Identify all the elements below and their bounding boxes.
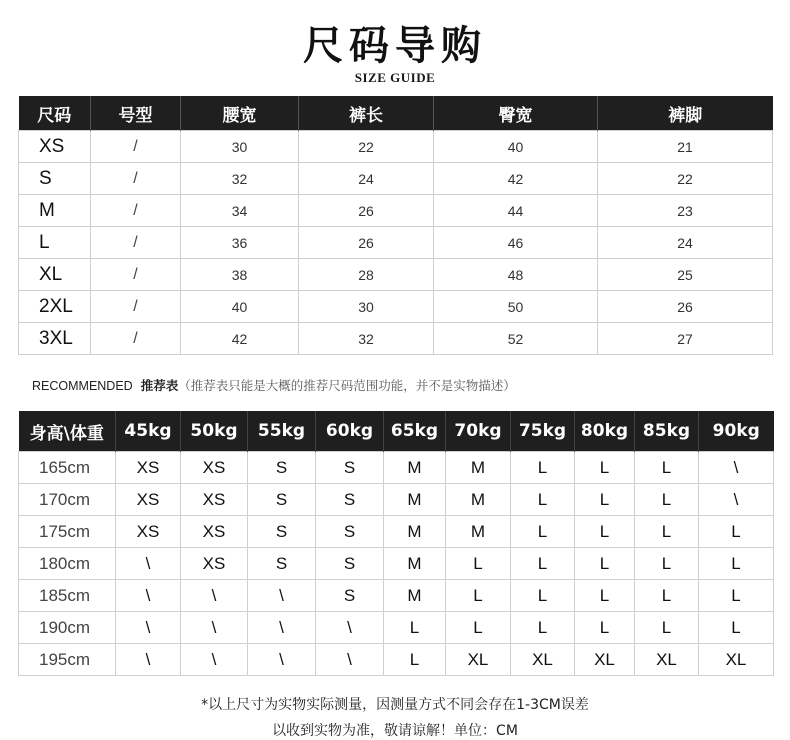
table-cell: S: [316, 580, 384, 612]
table-cell: S: [316, 548, 384, 580]
size-header-cell: 腰宽: [181, 96, 299, 131]
table-row: [19, 548, 774, 580]
table-cell: 23: [598, 195, 773, 227]
table-cell: \: [699, 452, 774, 484]
table-row: [19, 227, 773, 259]
table-row: [19, 644, 774, 676]
row-label-cell: 2XL: [19, 291, 91, 323]
table-cell: L: [446, 612, 511, 644]
table-cell: 32: [181, 163, 299, 195]
table-cell: 30: [299, 291, 434, 323]
table-cell: \: [181, 580, 248, 612]
table-cell: 28: [299, 259, 434, 291]
table-cell: XS: [181, 484, 248, 516]
table-cell: L: [575, 580, 635, 612]
table-cell: S: [316, 452, 384, 484]
table-cell: XL: [635, 644, 699, 676]
table-cell: L: [575, 548, 635, 580]
table-row: [19, 516, 774, 548]
rec-header-cell: 75kg: [511, 411, 575, 452]
page-subtitle: SIZE GUIDE: [354, 70, 436, 85]
rec-header-cell: 65kg: [384, 411, 446, 452]
size-header-cell: 裤脚: [598, 96, 773, 131]
table-cell: XS: [181, 516, 248, 548]
table-row: [19, 580, 774, 612]
footer-note-1: *以上尺寸为实物实际测量，因测量方式不同会存在1-3CM误差: [201, 697, 589, 713]
table-row: [19, 612, 774, 644]
table-cell: M: [446, 484, 511, 516]
footer-note-2: 以收到实物为准，敬请谅解！单位：CM: [272, 723, 518, 739]
table-cell: L: [699, 548, 774, 580]
rec-table-header: [19, 411, 774, 452]
table-cell: 48: [434, 259, 598, 291]
table-cell: L: [384, 644, 446, 676]
table-cell: L: [635, 580, 699, 612]
table-cell: XL: [511, 644, 575, 676]
table-row: [19, 131, 773, 163]
size-header-cell: 裤长: [299, 96, 434, 131]
table-cell: L: [635, 548, 699, 580]
table-cell: M: [384, 452, 446, 484]
table-cell: \: [116, 612, 181, 644]
table-cell: 26: [299, 195, 434, 227]
table-cell: \: [316, 644, 384, 676]
rec-header-cell: 身高\体重: [19, 411, 116, 452]
table-cell: \: [116, 580, 181, 612]
rec-header-cell: 70kg: [446, 411, 511, 452]
recommended-label: RECOMMENDED: [32, 379, 133, 393]
table-cell: S: [248, 516, 316, 548]
table-cell: /: [91, 291, 181, 323]
table-cell: 26: [299, 227, 434, 259]
table-cell: S: [248, 548, 316, 580]
table-cell: S: [248, 484, 316, 516]
table-cell: M: [384, 580, 446, 612]
row-label-cell: 185cm: [19, 580, 116, 612]
table-cell: XS: [181, 452, 248, 484]
row-label-cell: S: [19, 163, 91, 195]
table-cell: \: [181, 612, 248, 644]
rec-header-cell: 85kg: [635, 411, 699, 452]
recommended-title: 推荐表: [140, 379, 179, 393]
table-cell: L: [575, 452, 635, 484]
table-row: [19, 259, 773, 291]
table-cell: L: [384, 612, 446, 644]
table-cell: 52: [434, 323, 598, 355]
table-cell: M: [446, 452, 511, 484]
table-cell: M: [446, 516, 511, 548]
table-cell: XS: [116, 452, 181, 484]
table-row: [19, 163, 773, 195]
table-cell: XL: [575, 644, 635, 676]
table-cell: 24: [598, 227, 773, 259]
row-label-cell: XS: [19, 131, 91, 163]
table-cell: /: [91, 259, 181, 291]
recommended-caption: [32, 376, 516, 394]
table-cell: L: [511, 484, 575, 516]
table-cell: 50: [434, 291, 598, 323]
table-cell: /: [91, 227, 181, 259]
table-cell: S: [316, 516, 384, 548]
size-table-header: [19, 96, 773, 131]
table-cell: L: [511, 612, 575, 644]
row-label-cell: 180cm: [19, 548, 116, 580]
table-cell: L: [446, 580, 511, 612]
table-cell: M: [384, 484, 446, 516]
rec-header-cell: 50kg: [181, 411, 248, 452]
table-cell: \: [116, 644, 181, 676]
size-header-cell: 尺码: [19, 96, 91, 131]
size-header-cell: 臀宽: [434, 96, 598, 131]
table-cell: /: [91, 131, 181, 163]
row-label-cell: XL: [19, 259, 91, 291]
table-cell: \: [316, 612, 384, 644]
row-label-cell: L: [19, 227, 91, 259]
table-cell: L: [446, 548, 511, 580]
table-cell: \: [248, 612, 316, 644]
table-cell: L: [511, 580, 575, 612]
table-row: [19, 291, 773, 323]
rec-header-cell: 45kg: [116, 411, 181, 452]
table-cell: L: [699, 580, 774, 612]
table-row: [19, 452, 774, 484]
table-cell: XS: [116, 484, 181, 516]
row-label-cell: 195cm: [19, 644, 116, 676]
table-cell: 26: [598, 291, 773, 323]
table-cell: 44: [434, 195, 598, 227]
table-cell: /: [91, 195, 181, 227]
size-table: [18, 96, 773, 355]
recommendation-table: [18, 411, 774, 676]
table-cell: 40: [434, 131, 598, 163]
table-cell: L: [511, 548, 575, 580]
table-cell: XS: [181, 548, 248, 580]
recommended-note: （推荐表只能是大概的推荐尺码范围功能，并不是实物描述）: [178, 379, 516, 393]
row-label-cell: M: [19, 195, 91, 227]
table-cell: XS: [116, 516, 181, 548]
table-cell: L: [635, 516, 699, 548]
table-cell: 42: [434, 163, 598, 195]
table-cell: /: [91, 323, 181, 355]
table-cell: L: [575, 516, 635, 548]
table-cell: 42: [181, 323, 299, 355]
table-cell: L: [699, 612, 774, 644]
table-cell: 25: [598, 259, 773, 291]
row-label-cell: 165cm: [19, 452, 116, 484]
rec-header-cell: 80kg: [575, 411, 635, 452]
table-cell: S: [248, 452, 316, 484]
table-cell: S: [316, 484, 384, 516]
row-label-cell: 175cm: [19, 516, 116, 548]
table-cell: \: [116, 548, 181, 580]
table-row: [19, 323, 773, 355]
table-cell: \: [699, 484, 774, 516]
table-cell: L: [699, 516, 774, 548]
table-cell: 21: [598, 131, 773, 163]
table-cell: 22: [598, 163, 773, 195]
table-cell: \: [248, 580, 316, 612]
table-cell: 34: [181, 195, 299, 227]
table-cell: XL: [446, 644, 511, 676]
table-cell: 36: [181, 227, 299, 259]
page-title: 尺码导购: [303, 22, 487, 69]
table-cell: \: [181, 644, 248, 676]
table-cell: L: [635, 484, 699, 516]
table-cell: 24: [299, 163, 434, 195]
table-cell: 30: [181, 131, 299, 163]
table-cell: L: [575, 484, 635, 516]
table-row: [19, 484, 774, 516]
row-label-cell: 3XL: [19, 323, 91, 355]
table-cell: M: [384, 516, 446, 548]
table-cell: L: [511, 452, 575, 484]
table-cell: L: [635, 612, 699, 644]
table-cell: L: [511, 516, 575, 548]
table-cell: 46: [434, 227, 598, 259]
table-cell: 38: [181, 259, 299, 291]
row-label-cell: 170cm: [19, 484, 116, 516]
table-cell: M: [384, 548, 446, 580]
table-cell: 27: [598, 323, 773, 355]
table-cell: L: [575, 612, 635, 644]
table-cell: 32: [299, 323, 434, 355]
table-cell: /: [91, 163, 181, 195]
table-cell: L: [635, 452, 699, 484]
table-cell: \: [248, 644, 316, 676]
size-header-cell: 号型: [91, 96, 181, 131]
table-cell: 40: [181, 291, 299, 323]
table-cell: XL: [699, 644, 774, 676]
table-cell: 22: [299, 131, 434, 163]
table-row: [19, 195, 773, 227]
row-label-cell: 190cm: [19, 612, 116, 644]
rec-header-cell: 90kg: [699, 411, 774, 452]
rec-header-cell: 55kg: [248, 411, 316, 452]
rec-header-cell: 60kg: [316, 411, 384, 452]
